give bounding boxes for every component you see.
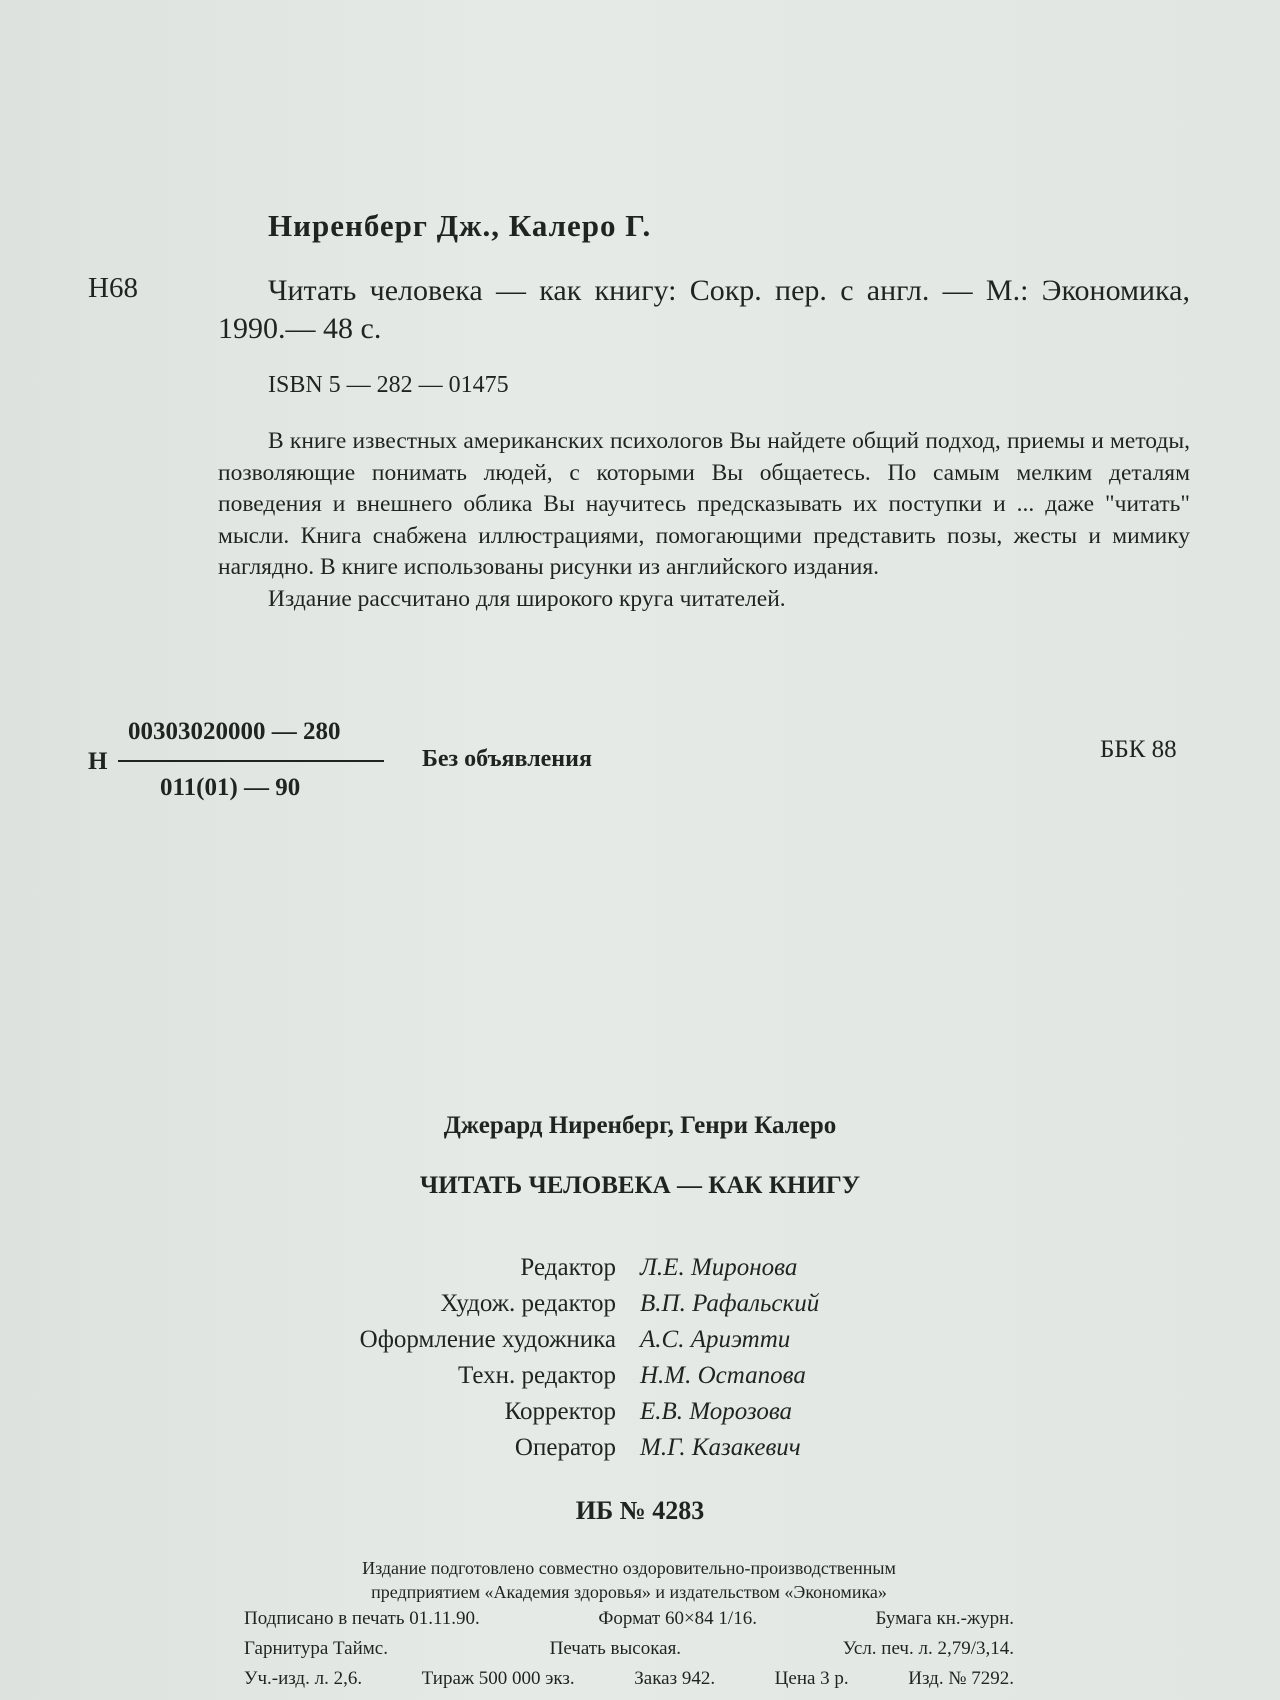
annotation-paragraph: В книге известных американских психологов Вы найдете общий подход, приемы и методы, позволяющие понимать людей, с которыми Вы общаетесь. По самым мелким деталям поведения и внешнего облика Вы научитесь предсказывать их поступки и ... даже "читать" мысли. Книга снабжена иллюстрациями, помогающими представить позы, жесты и мимику наглядно. В книге использованы рисунки из английского издания. bbox=[218, 428, 1190, 580]
no-announcement: Без объявления bbox=[422, 746, 592, 772]
credit-role: Оформление художника bbox=[359, 1326, 616, 1353]
credit-role: Редактор bbox=[520, 1254, 616, 1281]
library-code: Н68 bbox=[88, 272, 138, 304]
index-numerator: 00303020000 — 280 bbox=[128, 718, 341, 745]
imprint-cell: Заказ 942. bbox=[634, 1668, 716, 1689]
index-denominator: 011(01) — 90 bbox=[160, 774, 301, 801]
credit-name: А.С. Ариэтти bbox=[640, 1326, 791, 1353]
imprint-line: Издание подготовлено совместно оздоровительно-производственным bbox=[362, 1558, 896, 1578]
book-title: ЧИТАТЬ ЧЕЛОВЕКА — КАК КНИГУ bbox=[419, 1172, 861, 1199]
credits-list bbox=[0, 1250, 1280, 1466]
imprint-row bbox=[244, 1604, 1014, 1634]
credit-name: В.П. Рафальский bbox=[640, 1290, 820, 1317]
imprint-line: предприятием «Академия здоровья» и издательством «Экономика» bbox=[371, 1582, 887, 1602]
credit-role: Оператор bbox=[514, 1434, 616, 1461]
fraction-line bbox=[118, 760, 384, 762]
credit-name: Л.Е. Миронова bbox=[640, 1254, 798, 1281]
imprint-cell: Уч.-изд. л. 2,6. bbox=[244, 1668, 363, 1689]
imprint-cell: Бумага кн.-журн. bbox=[875, 1608, 1014, 1629]
imprint-block bbox=[244, 1556, 1014, 1694]
imprint-row bbox=[244, 1634, 1014, 1664]
authors-full-names: Джерард Ниренберг, Генри Калеро bbox=[443, 1112, 837, 1139]
imprint-cell: Усл. печ. л. 2,79/3,14. bbox=[842, 1638, 1014, 1659]
imprint-cell: Печать высокая. bbox=[549, 1638, 682, 1659]
imprint-cell: Подписано в печать 01.11.90. bbox=[244, 1608, 480, 1629]
annotation-paragraph: Издание рассчитано для широкого круга читателей. bbox=[268, 585, 786, 612]
bbk-code: ББК 88 bbox=[1100, 736, 1177, 763]
credit-role: Корректор bbox=[504, 1398, 616, 1425]
ib-number: ИБ № 4283 bbox=[575, 1496, 705, 1525]
credit-row bbox=[0, 1286, 1280, 1322]
imprint-cell: Изд. № 7292. bbox=[908, 1668, 1014, 1689]
imprint-cell: Цена 3 р. bbox=[774, 1668, 849, 1689]
credit-row bbox=[0, 1394, 1280, 1430]
credit-role: Техн. редактор bbox=[458, 1362, 616, 1389]
credit-row bbox=[0, 1430, 1280, 1466]
credit-name: Н.М. Остапова bbox=[640, 1362, 806, 1389]
credit-role: Худож. редактор bbox=[440, 1290, 616, 1317]
credit-row bbox=[0, 1250, 1280, 1286]
index-letter: Н bbox=[88, 748, 108, 775]
bibliographic-description: Читать человека — как книгу: Сокр. пер. с англ. — М.: Экономика, 1990.— 48 с. bbox=[218, 274, 1190, 345]
authors-heading: Ниренберг Дж., Калеро Г. bbox=[268, 208, 652, 243]
credit-row bbox=[0, 1322, 1280, 1358]
isbn: ISBN 5 — 282 — 01475 bbox=[268, 372, 509, 398]
credit-row bbox=[0, 1358, 1280, 1394]
imprint-cell: Формат 60×84 1/16. bbox=[598, 1608, 757, 1629]
imprint-cell: Тираж 500 000 экз. bbox=[421, 1668, 575, 1689]
credit-name: Е.В. Морозова bbox=[640, 1398, 793, 1425]
credit-name: М.Г. Казакевич bbox=[640, 1434, 801, 1461]
annotation bbox=[218, 426, 1190, 615]
imprint-row bbox=[244, 1664, 1014, 1694]
imprint-cell: Гарнитура Таймс. bbox=[244, 1638, 388, 1659]
